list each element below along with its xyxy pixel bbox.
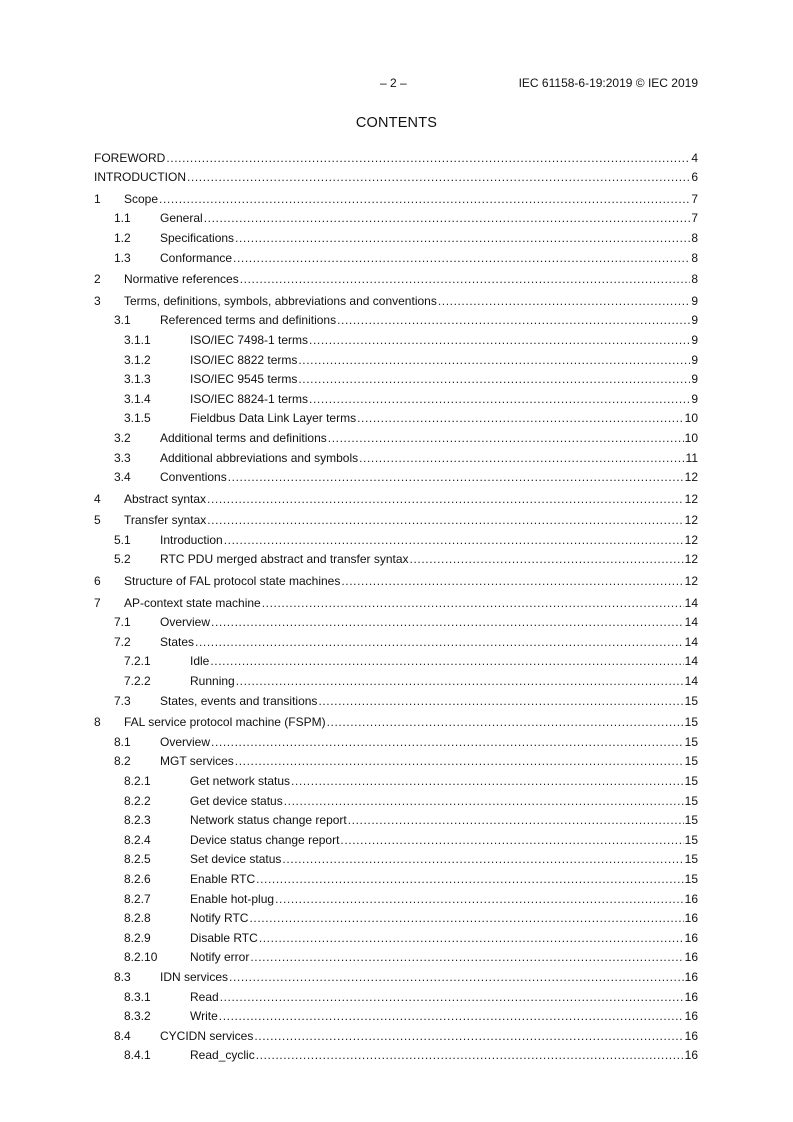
toc-entry-number: 7.1 [114,615,131,630]
dot-leader [327,715,684,729]
toc-entry-page: 15 [684,693,698,708]
toc-entry-page: 14 [684,615,698,630]
toc-entry[interactable] [94,906,698,926]
toc-entry-title: Additional abbreviations and symbols [160,450,359,465]
toc-entry-page: 9 [691,352,698,367]
toc-entry[interactable] [94,465,698,485]
dot-leader [219,1009,684,1023]
dot-leader [282,852,683,866]
toc-entry-page: 8 [691,230,698,245]
toc-entry-title: Specifications [160,230,235,245]
toc-entry-page: 16 [684,989,698,1004]
toc-entry-number: 7.2 [114,634,131,649]
toc-entry-number: 3.2 [114,430,131,445]
toc-entry-number: 8.3 [114,969,131,984]
toc-entry[interactable] [94,866,698,886]
toc-entry[interactable] [94,206,698,226]
dot-leader [235,754,684,768]
toc-entry-page: 7 [691,211,698,226]
toc-entry-page: 7 [691,191,698,206]
toc-entry[interactable] [94,588,698,610]
toc-entry-title: Get network status [190,774,291,788]
toc-entry-number: 8.2.3 [124,813,151,828]
dot-leader [259,931,684,945]
toc-entry[interactable] [94,847,698,867]
toc-entry-page: 9 [691,293,698,308]
toc-entry[interactable] [94,729,698,749]
toc-entry[interactable] [94,649,698,669]
toc-entry-title: ISO/IEC 8822 terms [190,352,298,367]
toc-entry[interactable] [94,286,698,308]
toc-entry[interactable] [94,184,698,206]
dot-leader [240,272,691,286]
toc-entry-title: Get device status [190,793,283,808]
page-number: – 2 – [380,76,407,90]
toc-entry-title: FAL service protocol machine (FSPM) [124,715,326,730]
toc-entry-number: 3.1.1 [124,332,151,347]
toc-entry-number: 8.2.9 [124,930,151,945]
dot-leader [187,170,690,184]
toc-entry-page: 15 [684,774,698,788]
toc-entry-title: ISO/IEC 9545 terms [190,372,298,387]
toc-entry-page: 9 [691,391,698,406]
toc-entry[interactable] [94,547,698,567]
toc-entry-title: Idle [190,654,210,669]
dot-leader [291,774,684,788]
dot-leader [298,353,690,367]
toc-entry-title: ISO/IEC 7498-1 terms [190,332,309,347]
toc-entry-title: Read_cyclic [190,1048,255,1063]
toc-entry-number: 5.2 [114,552,131,567]
toc-entry[interactable] [94,749,698,769]
toc-entry-page: 16 [684,891,698,906]
toc-entry-page: 14 [684,595,698,610]
toc-entry-number: 8.1 [114,734,131,749]
toc-entry[interactable] [94,445,698,465]
toc-entry-number: 8.2.4 [124,832,151,847]
toc-entry-title: Additional terms and definitions [160,430,327,445]
toc-entry-title: Terms, definitions, symbols, abbreviations and conventions [124,293,437,308]
toc-entry-page: 12 [684,513,698,528]
toc-entry[interactable] [94,566,698,588]
toc-entry-number: 8.2 [114,754,131,769]
toc-entry[interactable] [94,347,698,367]
toc-entry[interactable] [94,367,698,387]
toc-entry[interactable] [94,527,698,547]
toc-entry[interactable] [94,984,698,1004]
toc-entry[interactable] [94,945,698,965]
dot-leader [210,654,683,668]
dot-leader [229,970,684,984]
toc-entry-page: 15 [684,715,698,730]
toc-entry-page: 12 [684,552,698,567]
toc-entry-number: 5.1 [114,532,131,547]
toc-entry-title: States, events and transitions [160,693,318,708]
toc-entry-number: 8.2.2 [124,793,151,808]
dot-leader [207,492,684,506]
dot-leader [438,294,690,308]
toc-entry[interactable] [94,925,698,945]
dot-leader [235,231,690,245]
toc-entry-page: 4 [691,150,698,165]
dot-leader [204,211,691,225]
toc-entry-number: 8.2.8 [124,911,151,926]
dot-leader [348,813,684,827]
dot-leader [195,635,684,649]
toc-entry-number: 3.1.2 [124,352,151,367]
toc-entry[interactable] [94,245,698,265]
toc-entry[interactable] [94,808,698,828]
toc-entry[interactable] [94,1043,698,1063]
toc-entry[interactable] [94,827,698,847]
toc-entry-number: 7 [94,595,101,610]
toc-entry-number: 8.2.7 [124,891,151,906]
toc-entry[interactable] [94,1023,698,1043]
toc-entry-number: 8 [94,715,101,730]
toc-entry-page: 15 [684,754,698,769]
toc-entry-number: 4 [94,491,101,506]
toc-entry-title: Device status change report [190,832,340,847]
toc-entry-title: Fieldbus Data Link Layer terms [190,411,357,426]
toc-entry-page: 12 [684,532,698,547]
toc-entry-page: 8 [691,250,698,265]
toc-entry-page: 15 [684,734,698,749]
toc-entry-page: 9 [691,332,698,347]
toc-entry-number: 1.3 [114,250,131,265]
dot-leader [166,151,690,165]
toc-entry[interactable] [94,484,698,506]
toc-entry-title: MGT services [160,754,234,769]
toc-entry-page: 16 [684,911,698,926]
toc-entry-number: 3.1.5 [124,411,151,426]
toc-entry-number: 1.2 [114,230,131,245]
toc-entry[interactable] [94,506,698,528]
toc-entry-page: 10 [684,411,698,426]
toc-entry[interactable] [94,629,698,649]
toc-entry-number: 8.4.1 [124,1048,151,1063]
toc-entry-number: 1 [94,191,101,206]
toc-entry-page: 14 [684,634,698,649]
toc-entry-number: 1.1 [114,211,131,226]
toc-entry[interactable] [94,688,698,708]
page-title: CONTENTS [355,115,438,131]
toc-entry-number: 5 [94,513,101,528]
toc-entry-title: General [160,211,203,226]
dot-leader [224,533,684,547]
toc-entry-title: Enable RTC [190,871,256,886]
toc-entry[interactable] [94,788,698,808]
toc-entry-page: 16 [684,969,698,984]
toc-entry-title: Notify RTC [190,911,249,926]
toc-entry[interactable] [94,425,698,445]
dot-leader [337,313,690,327]
toc-entry-title: States [160,634,195,649]
toc-entry-page: 16 [684,930,698,945]
toc-entry[interactable] [94,610,698,630]
dot-leader [309,392,690,406]
table-of-contents [94,145,698,1062]
toc-entry-page: 10 [684,430,698,445]
toc-entry-number: 8.4 [114,1028,131,1043]
toc-entry[interactable] [94,308,698,328]
toc-entry-page: 12 [684,574,698,589]
dot-leader [211,615,684,629]
toc-entry-title: Introduction [160,532,223,547]
dot-leader [233,251,690,265]
toc-entry-page: 11 [685,450,698,465]
dot-leader [340,833,683,847]
toc-entry-title: Abstract syntax [124,491,207,506]
dot-leader [284,794,684,808]
toc-entry-page: 16 [684,1009,698,1024]
toc-entry-page: 6 [691,170,698,185]
toc-entry-page: 15 [684,832,698,847]
toc-entry-page: 16 [684,1048,698,1063]
toc-entry-number: 8.2.1 [124,774,151,788]
dot-leader [254,1029,683,1043]
toc-entry-number: 8.2.5 [124,852,151,867]
toc-entry-title: AP-context state machine [124,595,261,610]
toc-entry-title: Disable RTC [190,930,258,945]
toc-entry-number: 7.2.2 [124,674,151,689]
dot-leader [250,950,683,964]
toc-entry-title: Structure of FAL protocol state machines [124,574,341,589]
dot-leader [249,911,683,925]
toc-entry-page: 12 [684,470,698,485]
dot-leader [220,990,684,1004]
dot-leader [262,596,684,610]
toc-entry-number: 3.3 [114,450,131,465]
toc-entry-number: 3.1 [114,313,131,328]
toc-entry-number: 2 [94,272,101,287]
toc-entry-title: Normative references [124,272,239,287]
toc-entry[interactable] [94,265,698,287]
toc-entry-page: 16 [684,950,698,965]
toc-entry[interactable] [94,225,698,245]
toc-entry-title: Conventions [160,470,227,485]
toc-entry[interactable] [94,327,698,347]
toc-entry-title: IDN services [160,969,229,984]
toc-entry[interactable] [94,964,698,984]
toc-entry[interactable] [94,165,698,185]
toc-entry-page: 16 [684,1028,698,1043]
toc-entry-title: Referenced terms and definitions [160,313,337,328]
toc-entry[interactable] [94,708,698,730]
toc-entry-title: Enable hot-plug [190,891,275,906]
dot-leader [359,451,684,465]
dot-leader [256,1048,684,1062]
toc-entry-number: 7.2.1 [124,654,151,669]
toc-entry[interactable] [94,145,698,165]
toc-entry-title: ISO/IEC 8824-1 terms [190,391,309,406]
toc-entry[interactable] [94,886,698,906]
toc-entry-page: 15 [684,813,698,828]
toc-entry-number: 3.1.3 [124,372,151,387]
dot-leader [207,513,683,527]
toc-entry-number: 7.3 [114,693,131,708]
toc-entry-number: 3.1.4 [124,391,151,406]
toc-entry-number: 6 [94,574,101,589]
toc-entry-page: 15 [684,871,698,886]
toc-entry-title: Overview [160,734,211,749]
toc-entry-page: 12 [684,491,698,506]
toc-entry-page: 15 [684,793,698,808]
toc-entry-title: Read [190,989,219,1004]
toc-entry-title: Set device status [190,852,282,867]
dot-leader [236,674,684,688]
toc-entry-title: RTC PDU merged abstract and transfer syntax [160,552,409,567]
dot-leader [341,574,683,588]
dot-leader [328,431,684,445]
toc-entry-title: Notify error [190,950,250,965]
toc-entry-title: CYCIDN services [160,1028,254,1043]
toc-entry-page: 9 [691,313,698,328]
toc-entry[interactable] [94,386,698,406]
dot-leader [256,872,683,886]
toc-entry[interactable] [94,1004,698,1024]
toc-entry-page: 8 [691,272,698,287]
dot-leader [211,735,684,749]
toc-entry-number: 8.3.2 [124,1009,151,1024]
toc-entry-page: 9 [691,372,698,387]
toc-entry-number: 3.4 [114,470,131,485]
dot-leader [275,892,684,906]
toc-entry-title: INTRODUCTION [94,170,186,185]
dot-leader [228,470,684,484]
dot-leader [159,192,690,206]
toc-entry-number: 8.3.1 [124,989,151,1004]
toc-entry-title: Overview [160,615,211,630]
dot-leader [357,411,684,425]
toc-entry-page: 14 [684,654,698,669]
toc-entry[interactable] [94,768,698,788]
dot-leader [309,333,690,347]
toc-entry-title: FOREWORD [94,150,166,165]
toc-entry-title: Scope [124,191,159,206]
toc-entry-title: Write [190,1009,218,1024]
toc-entry-number: 8.2.10 [124,950,158,965]
toc-entry-number: 3 [94,293,101,308]
dot-leader [318,694,683,708]
document-id: IEC 61158-6-19:2019 © IEC 2019 [518,76,698,90]
toc-entry-title: Network status change report [190,813,347,828]
toc-entry-page: 14 [684,674,698,689]
toc-entry-number: 8.2.6 [124,871,151,886]
toc-entry-page: 15 [684,852,698,867]
dot-leader [410,552,684,566]
toc-entry[interactable] [94,668,698,688]
toc-entry-title: Running [190,674,235,689]
toc-entry-title: Transfer syntax [124,513,207,528]
toc-entry-title: Conformance [160,250,233,265]
dot-leader [298,372,690,386]
toc-entry[interactable] [94,406,698,426]
